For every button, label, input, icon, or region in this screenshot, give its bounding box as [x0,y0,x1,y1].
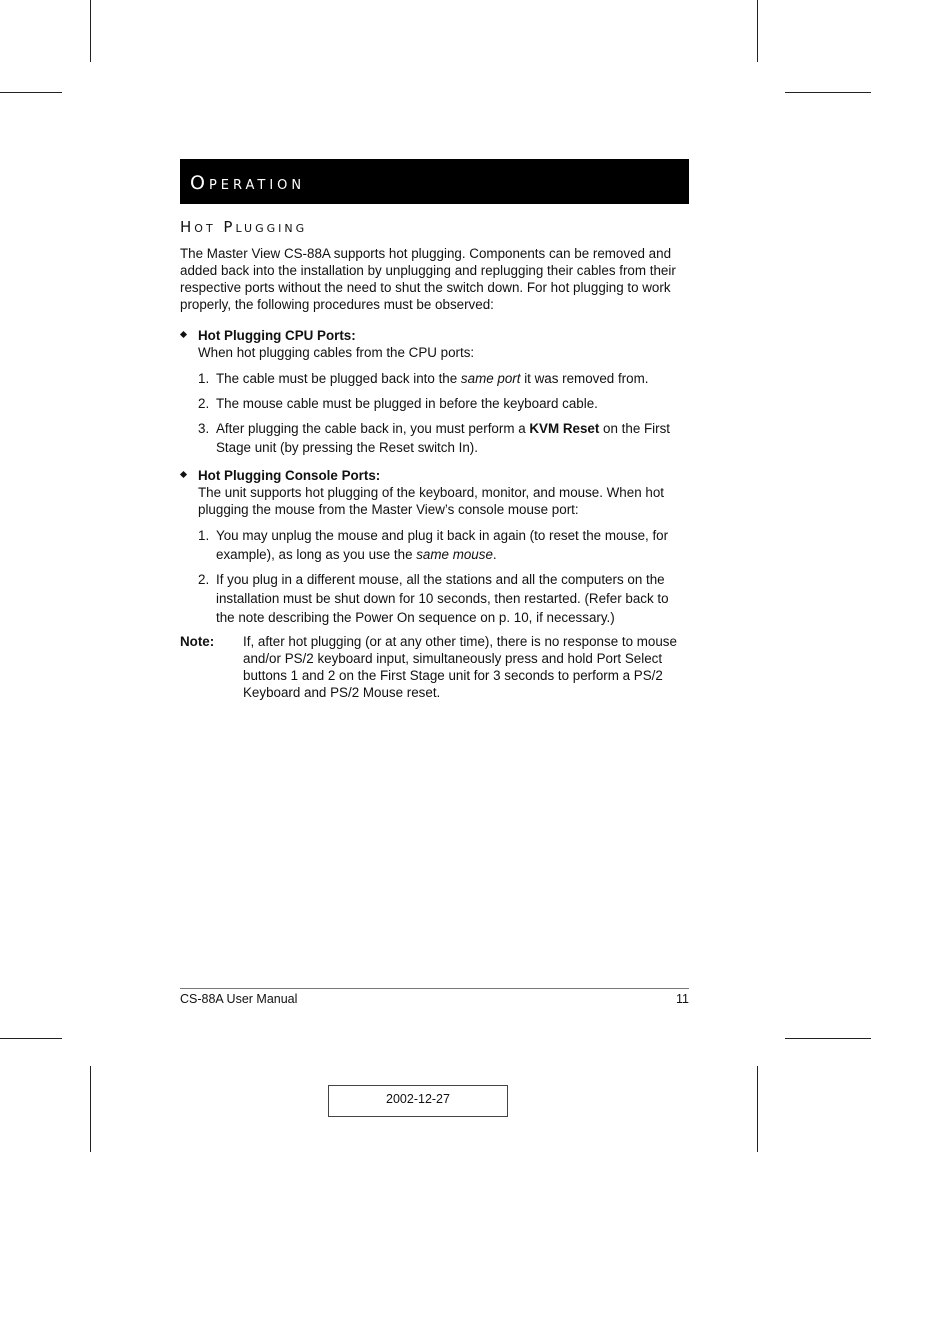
cpu-ports-section [180,327,680,457]
step-text: If you plug in a different mouse, all the stations and all the computers on the installation must be shut down for 10 seconds, then restarted. (Refer back to the note describing the Power On sequence on p. 10, if necessary.) [216,572,669,625]
console-ports-section [180,467,680,701]
step-text: The mouse cable must be plugged in before the keyboard cable. [216,396,598,411]
date-stamp: 2002-12-27 [328,1085,508,1117]
list-item [180,394,680,413]
console-ports-steps [180,526,680,627]
cpu-ports-heading-text: Hot Plugging CPU Ports: [198,328,356,343]
crop-mark [757,0,758,62]
step-text: After plugging the cable back in, you must perform a [216,421,530,436]
section-title: Hot Plugging [180,218,308,236]
cpu-ports-heading [180,327,680,344]
note-block [180,633,680,701]
step-strong: KVM Reset [529,421,600,436]
step-text: it was removed from. [520,371,649,386]
step-text: You may unplug the mouse and plug it back in again (to reset the mouse, for example), as long as you use the [216,528,669,562]
crop-mark [785,1038,871,1039]
crop-mark [0,92,62,93]
footer-divider [180,988,689,989]
crop-mark [90,0,91,62]
step-text: The cable must be plugged back into the [216,371,461,386]
page-number: 11 [676,992,689,1006]
step-number: 2. [198,572,210,587]
step-number: 3. [198,421,210,436]
note-label: Note: [180,634,215,649]
chapter-title: Operation [190,172,306,194]
intro-paragraph: The Master View CS-88A supports hot plugging. Components can be removed and added back into the installation by unplugging and replugging their cables from their respective ports without the need to shut the switch down. For hot plugging to work properly, the following procedures must be observed: [180,246,676,312]
crop-mark [757,1066,758,1152]
note-text: If, after hot plugging (or at any other time), there is no response to mouse and/or PS/2 keyboard input, simultaneously press and hold Port Select buttons 1 and 2 on the First Stage unit for 3 seconds to perform a PS/2 Keyboard and PS/2 Mouse reset. [243,634,677,700]
console-ports-heading-text: Hot Plugging Console Ports: [198,468,381,483]
console-ports-intro: The unit supports hot plugging of the keyboard, monitor, and mouse. When hot plugging the mouse from the Master View’s console mouse port: [198,485,664,517]
step-number: 1. [198,371,210,386]
step-text: . [492,547,497,562]
list-item [180,369,680,388]
footer-manual-title: CS-88A User Manual [180,992,298,1006]
crop-mark [0,1038,62,1039]
step-text: on the First Stage unit (by pressing the Reset switch In). [216,421,671,455]
crop-mark [90,1066,91,1152]
crop-mark [785,92,871,93]
step-number: 1. [198,528,210,543]
list-item [180,570,680,627]
list-item [180,419,680,457]
step-emphasis: same mouse [416,547,493,562]
step-number: 2. [198,396,210,411]
step-emphasis: same port [460,371,521,386]
diamond-bullet-icon [180,471,187,478]
page-body [180,245,680,711]
chapter-header-bar [180,159,689,204]
diamond-bullet-icon [180,331,187,338]
cpu-ports-steps [180,369,680,457]
cpu-ports-intro: When hot plugging cables from the CPU ports: [198,345,475,360]
list-item [180,526,680,564]
console-ports-heading [180,467,680,484]
